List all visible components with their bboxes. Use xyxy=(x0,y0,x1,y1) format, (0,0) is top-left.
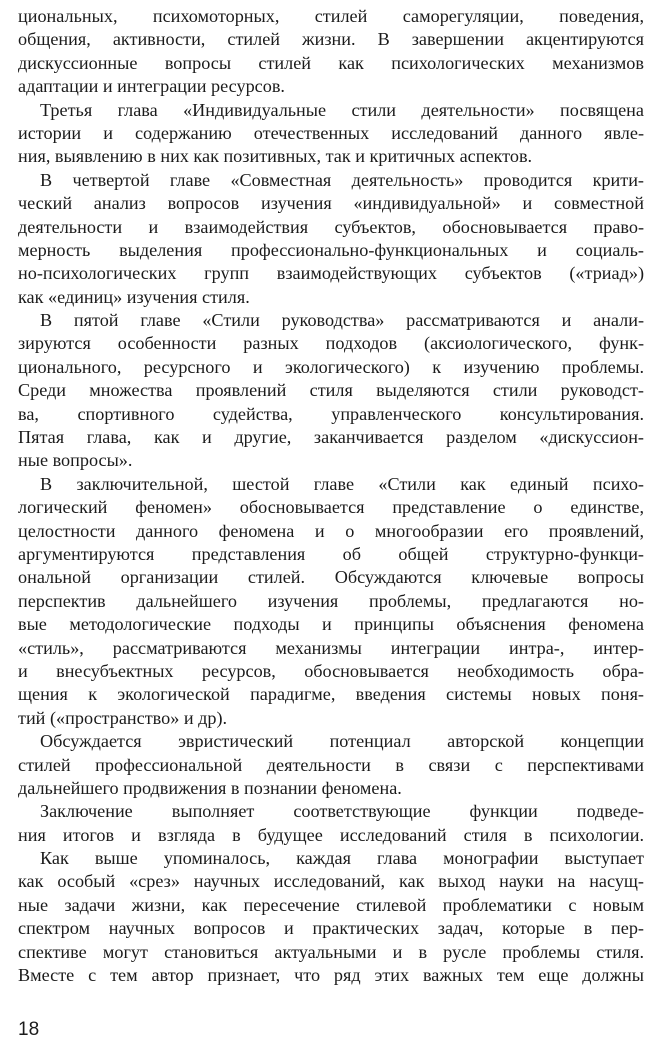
text-line: спективе могут становиться актуальными и в русле проблемы стиля. xyxy=(18,941,644,962)
text-line: деятельности и взаимодействия субъектов, обосновывается право- xyxy=(18,216,644,237)
text-line: Вместе с тем автор признает, что ряд этих важных тем еще должны xyxy=(18,965,644,986)
text-line: истории и содержанию отечественных исследований данного явле- xyxy=(18,122,644,143)
text-line: дальнейшего продвижения в познании феномена. xyxy=(18,777,402,798)
text-line: как особый «срез» научных исследований, как выход науки на насущ- xyxy=(18,871,644,892)
text-line: перспектив дальнейшего изучения проблемы, предлагаются но- xyxy=(18,590,644,611)
paragraph-chapter-four xyxy=(18,169,644,309)
text-line: ния итогов и взгляда в будущее исследований стиля в психологии. xyxy=(18,824,644,845)
text-line: ционального, ресурсного и экологического) к изучению проблемы. xyxy=(18,356,644,377)
text-line: Среди множества проявлений стиля выделяются стили руководст- xyxy=(18,380,644,401)
text-line: целостности данного феномена и о многообразии его проявлений, xyxy=(18,520,644,541)
paragraph-styles-overview xyxy=(18,5,644,99)
text-line: адаптации и интеграции ресурсов. xyxy=(18,76,285,97)
text-line: как «единиц» изучения стиля. xyxy=(18,286,250,307)
text-line: щения к экологической парадигме, введения системы новых поня- xyxy=(18,684,644,705)
text-line: мерность выделения профессионально-функциональных и социаль- xyxy=(18,239,644,260)
text-line: спектром научных вопросов и практических задач, которые в пер- xyxy=(18,918,644,939)
text-line: Как выше упоминалось, каждая глава монографии выступает xyxy=(40,848,644,869)
paragraph-heuristic-potential xyxy=(18,730,644,800)
text-line: ональной организации стилей. Обсуждаются ключевые вопросы xyxy=(18,567,644,588)
text-line: аргументируются представления об общей структурно-функци- xyxy=(18,543,644,564)
text-line: тий («пространство» и др). xyxy=(18,707,228,728)
text-line: Заключение выполняет соответствующие функции подведе- xyxy=(40,801,644,822)
text-line: зируются особенности разных подходов (аксиологического, функ- xyxy=(18,333,644,354)
text-line: стилей профессиональной деятельности в связи с перспективами xyxy=(18,754,644,775)
text-line: В заключительной, шестой главе «Стили как единый психо- xyxy=(40,473,644,494)
text-line: В пятой главе «Стили руководства» рассматриваются и анали- xyxy=(40,310,644,331)
text-line: Пятая глава, как и другие, заканчивается разделом «дискуссион- xyxy=(18,427,644,448)
page-number: 18 xyxy=(18,1019,40,1040)
text-line: но-психологических групп взаимодействующих субъектов («триад») xyxy=(18,263,644,284)
text-line: ческий анализ вопросов изучения «индивидуальной» и совместной xyxy=(18,193,644,214)
paragraph-monograph-slice xyxy=(18,847,644,987)
text-line: Третья глава «Индивидуальные стили деятельности» посвящена xyxy=(40,99,644,120)
paragraph-chapter-three xyxy=(18,99,644,169)
text-line: В четвертой главе «Совместная деятельность» проводится крити- xyxy=(40,169,644,190)
text-line: ва, спортивного судейства, управленческого консультирования. xyxy=(18,403,644,424)
text-line: общения, активности, стилей жизни. В завершении акцентируются xyxy=(18,29,644,50)
text-line: «стиль», рассматриваются механизмы интеграции интра-, интер- xyxy=(18,637,644,658)
text-line: логический феномен» обосновывается представление о единстве, xyxy=(18,497,644,518)
paragraph-chapter-six xyxy=(18,473,644,730)
text-line: циональных, психомоторных, стилей саморегуляции, поведения, xyxy=(18,6,644,26)
text-line: вые методологические подходы и принципы объяснения феномена xyxy=(18,614,644,635)
text-line: и внесубъектных ресурсов, обосновывается необходимость обра- xyxy=(18,660,644,681)
paragraph-conclusion xyxy=(18,800,644,847)
text-line: ния, выявлению в них как позитивных, так и критичных аспектов. xyxy=(18,146,533,167)
text-line: ные вопросы». xyxy=(18,450,133,471)
text-line: ные задачи жизни, как пересечение стилевой проблематики с новым xyxy=(18,894,644,915)
page-body xyxy=(18,5,644,987)
text-line: дискуссионные вопросы стилей как психологических механизмов xyxy=(18,52,644,73)
paragraph-chapter-five xyxy=(18,309,644,473)
text-line: Обсуждается эвристический потенциал авторской концепции xyxy=(40,731,644,752)
